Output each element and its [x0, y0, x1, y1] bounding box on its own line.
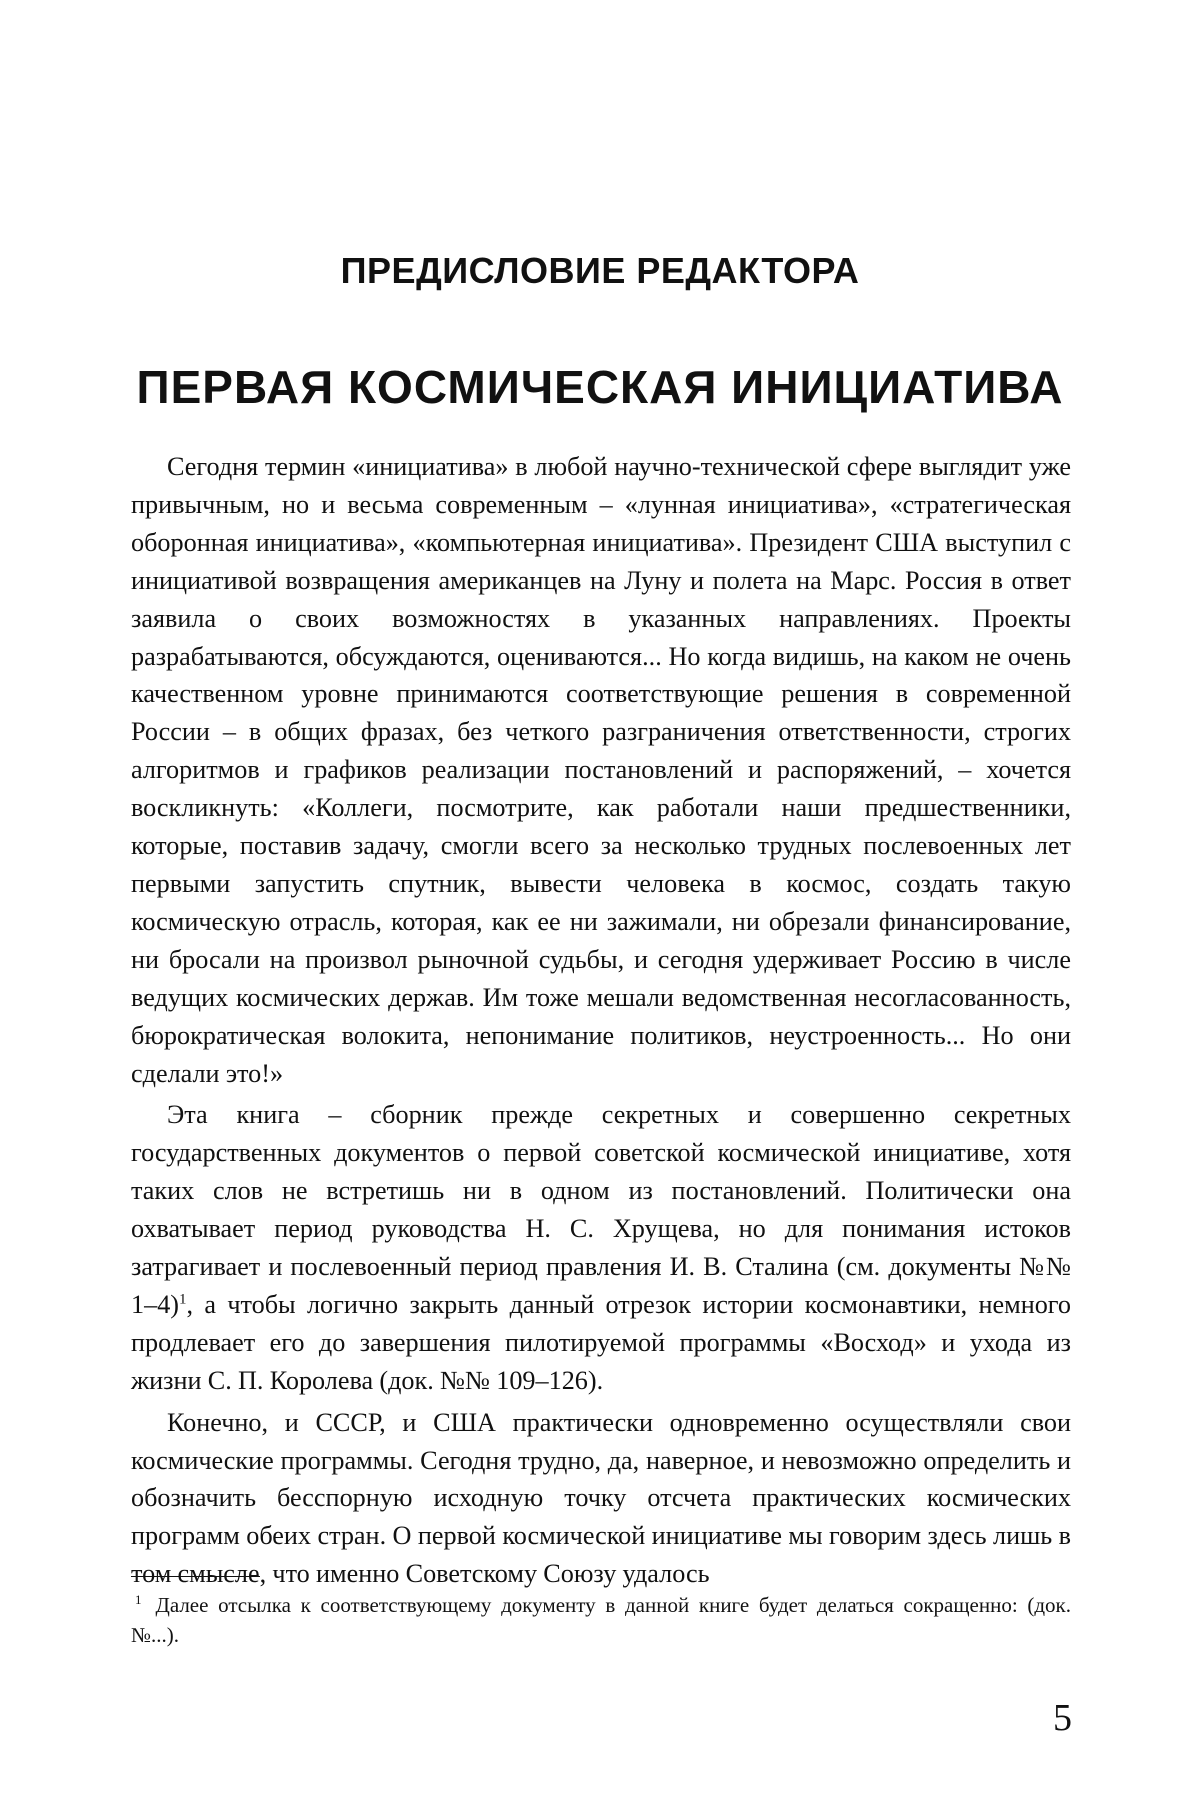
paragraph-2-text-a: Эта книга – сборник прежде секретных и совершенно секретных государственных документов о первой советской космической инициативе, хотя таких слов не встретишь ни в одном из постановлений. Политически она охватывает период руководства Н. С. Хрущева, но для понимания истоков затрагивает и послевоенный период правления И. В. Сталина (см. документы №№ 1–4)	[131, 1100, 1071, 1319]
page-number: 5	[1053, 1697, 1072, 1739]
paragraph-3: Конечно, и СССР, и США практически одновременно осуществляли свои космические программы. Сегодня трудно, да, наверное, и невозможно определить и обозначить бесспорную исходную точку отсчета практических космических программ обеих стран. О первой космической инициативе мы говорим здесь лишь в том смысле, что именно Советскому Союзу удалось	[131, 1407, 1071, 1589]
footnote-reference[interactable]: 1	[179, 1291, 187, 1308]
footnote-mark: 1	[135, 1592, 142, 1607]
paragraph-1: Сегодня термин «инициатива» в любой научно-технической сфере выглядит уже привычным, но и весьма современным – «лунная инициатива», «стратегическая оборонная инициатива», «компьютерная инициатива». Президент США выступил с инициативой возвращения американцев на Луну и полета на Марс. Россия в ответ заявила о своих возможностях в указанных направлениях. Проекты разрабатываются, обсуждаются, оцениваются... Но когда видишь, на каком не очень качественном уровне принимаются соответствующие решения в современной России – в общих фразах, без четкого разграничения ответственности, строгих алгоритмов и графиков реализации постановлений и распоряжений, – хочется воскликнуть: «Коллеги, посмотрите, как работали наши предшественники, которые, поставив задачу, смогли всего за несколько трудных послевоенных лет первыми запустить спутник, вывести человека в космос, создать такую космическую отрасль, которая, как ее ни зажимали, ни обрезали финансирование, ни бросали на произвол рыночной судьбы, и сегодня удерживает Россию в числе ведущих космических держав. Им тоже мешали ведомственная несогласованность, бюрократическая волокита, непонимание политиков, неустроенность... Но они сделали это!»	[131, 452, 1071, 1088]
section-heading: ПРЕДИСЛОВИЕ РЕДАКТОРА	[340, 250, 860, 291]
footnote	[131, 1590, 1071, 1651]
footnote-divider	[131, 1576, 260, 1577]
paragraph-2-text-b: , а чтобы логично закрыть данный отрезок истории космонавтики, немного продлевает его до завершения пилотируемой программы «Восход» и ухода из жизни С. П. Королева (док. №№ 109–126).	[131, 1289, 1071, 1395]
footnote-text: Далее отсылка к соответствующему документу в данной книге будет делаться сокращенно: (док. №...).	[131, 1593, 1071, 1648]
body-text	[131, 448, 1071, 1593]
paragraph-2	[131, 1096, 1071, 1399]
chapter-title: ПЕРВАЯ КОСМИЧЕСКАЯ ИНИЦИАТИВА	[136, 361, 1064, 413]
